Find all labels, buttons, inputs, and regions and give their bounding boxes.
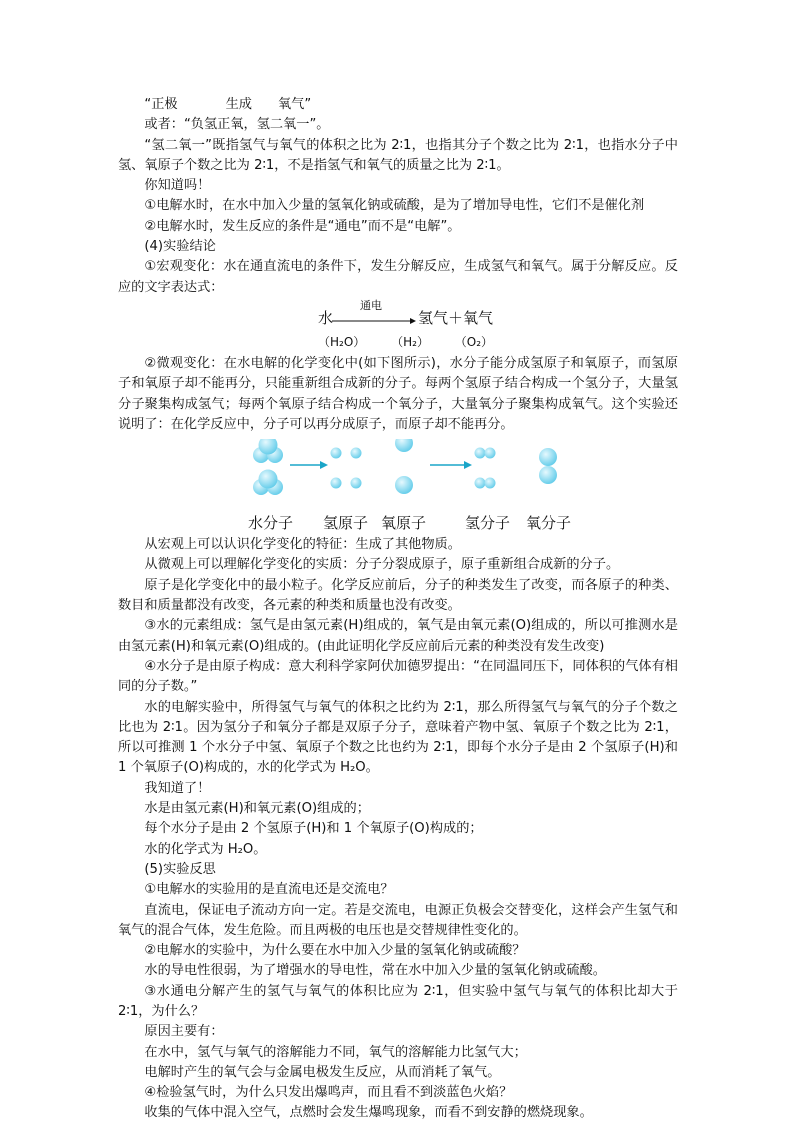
section-reflection: (5)实验反思 [144,861,216,877]
reasons-heading: 原因主要有： [144,1024,224,1040]
summary-1: 水是由氢元素(H)和氧元素(O)组成的； [144,801,370,817]
question-4: ④检验氢气时，为什么只发出爆鸣声，而且看不到淡蓝色火焰？ [144,1085,513,1101]
hydrogen-atom-icon [331,448,362,489]
eq-condition: 通电 [360,298,382,312]
avogadro: ④水分子是由原子构成：意大利科学家阿伏加德罗提出：“在同温同压下，同体积的气体有相同的分子数。” [118,658,678,695]
reaction-arrow-icon [332,317,416,325]
formula-hydrogen: （H₂） [391,334,429,349]
answer-2: 水的导电性很弱，为了增强水的导电性，常在水中加入少量的氢氧化钠或硫酸。 [144,963,606,979]
answer-4: 收集的气体中混入空气，点燃时会发生爆鸣现象，而看不到安静的燃烧现象。 [144,1105,593,1121]
micro-change: ②微观变化：在水电解的化学变化中(如下图所示)，水分子能分成氢原子和氧原子，而氢原子和氧原子却不能再分，只能重新组合成新的分子。每两个氢原子结合构成一个氢分子，大量氢分子聚集构成氢气；每两个氧原子结合构成一个氧分子，大量氧分子聚集构成氧气。这个实验还说明了：在化学反应中，分子可以再分成原子，而原子却不能再分。 [118,355,678,432]
micro-essence: 从微观上可以理解化学变化的实质：分子分裂成原子，原子重新组合成新的分子。 [144,557,620,573]
water-molecule-icon [253,470,283,496]
question-3: ③水通电分解产生的氢气与氧气的体积比应为 2∶1，但实验中氢气与氧气的体积比却大于 2∶1，为什么？ [118,983,678,1019]
label-oxygen-molecule: 氧分子 [526,514,572,533]
macro-change: ①宏观变化：水在通直流电的条件下，发生分解反应，生成氢气和氧气。属于分解反应。反应的文字表达式： [118,259,678,295]
reason-2: 电解时产生的氧气会与金属电极发生反应，从而消耗了氧气。 [144,1064,501,1080]
macro-feature: 从宏观上可以认识化学变化的特征：生成了其他物质。 [144,537,461,553]
reason-1: 在水中，氢气与氧气的溶解能力不同，氧气的溶解能力比氢气大； [144,1044,527,1060]
summary-2: 每个水分子是由 2 个氢原子(H)和 1 个氧原子(O)构成的； [144,821,483,837]
atom-smallest: 原子是化学变化中的最小粒子。化学反应前后，分子的种类发生了改变，而各原子的种类、数目和质量都没有改变，各元素的种类和质量也没有改变。 [118,577,678,614]
label-water-molecule: 水分子 [248,514,294,533]
text-produce: 生成 [225,97,252,112]
label-oxygen-atom: 氧原子 [381,514,427,533]
tip-2: ②电解水时，发生反应的条件是“通电”而不是“电解”。 [144,218,461,234]
water-molecule-icon [253,439,283,463]
electrolysis-molecule-diagram [118,439,678,535]
mnemonic-line: 或者：“负氢正氧，氢二氧一”。 [144,117,330,133]
eq-reactant: 水 [318,308,334,327]
oxygen-atom-icon [395,439,413,494]
section-conclusion: (4)实验结论 [144,239,216,255]
question-2: ②电解水的实验中，为什么要在水中加入少量的氢氧化钠或硫酸？ [144,943,526,959]
molecule-diagram-svg [118,439,678,515]
summary-3: 水的化学式为 H₂O。 [144,841,267,857]
document-body [118,95,678,1124]
element-composition: ③水的元素组成：氢气是由氢元素(H)组成的，氧气是由氧元素(O)组成的，所以可推测水是由氢元素(H)和氧元素(O)组成的。(由此证明化学反应前后元素的种类没有发生改变) [118,618,678,654]
formula-oxygen: （O₂） [454,334,494,349]
text-oxygen: 氧气” [277,97,312,112]
oxygen-molecule-icon [539,448,557,484]
tip-1: ①电解水时，在水中加入少量的氢氧化钠或硫酸，是为了增加导电性，它们不是催化剂 [144,198,645,214]
answer-1: 直流电，保证电子流动方向一定。若是交流电，电源正负极会交替变化，这样会产生氢气和氧气的混合气体，发生危险。而且两极的电压也是交替规律性变化的。 [118,902,678,938]
arrow-right-icon [290,461,328,469]
word-equation [118,300,678,352]
formula-water: （H₂O） [318,334,366,349]
question-1: ①电解水的实验用的是直流电还是交流电？ [144,882,394,898]
arrow-right-icon [430,461,472,469]
formula-derivation: 水的电解实验中，所得氢气与氧气的体积之比约为 2∶1，那么所得氢气与氧气的分子个数之比也为 2∶1。因为氢分子和氧分子都是双原子分子，意味着产物中氢、氧原子个数之比为 2∶1，所以可推测 1 个水分子中氢、氧原子个数之比也约为 2∶1，即每个水分子是由 2 个氢原子(H)和 1 个氧原子(O)构成的，水的化学式为 H₂O。 [118,699,678,776]
eq-products: 氢气＋氧气 [418,308,494,327]
ratio-paragraph: “氢二氧一”既指氢气与氧气的体积之比为 2∶1，也指其分子个数之比为 2∶1，也指水分子中氢、氧原子个数之比为 2∶1，不是指氢气和氧气的质量之比为 2∶1。 [118,137,678,173]
label-hydrogen-molecule: 氢分子 [465,514,511,533]
did-you-know: 你知道吗！ [144,178,211,194]
eq-formulas [318,332,515,352]
label-hydrogen-atom: 氢原子 [323,514,369,533]
line-anode-oxygen [118,95,678,115]
hydrogen-molecule-icon [475,448,496,489]
i-know: 我知道了！ [144,780,211,796]
text-anode: “正极 [144,97,178,112]
